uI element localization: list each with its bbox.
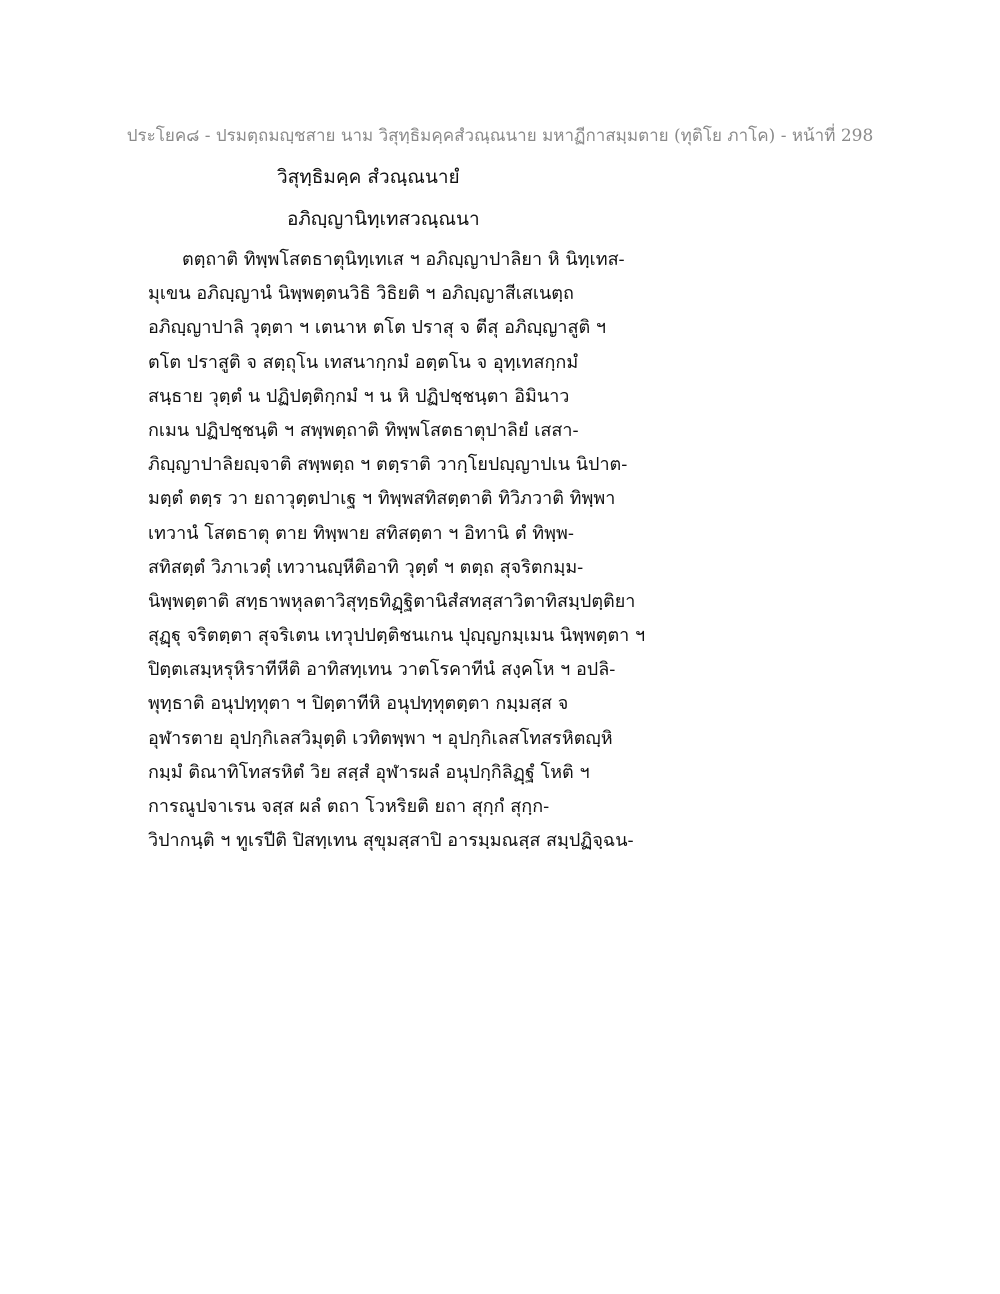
text-line: เทวานํ โสตธาตุ ตาย ทิพฺพาย สทิสตฺตา ฯ อิทานิ ตํ ทิพฺพ- bbox=[148, 522, 574, 544]
text-line: สทิสตฺตํ วิภาเวตุํ เทวานญฺหีติอาทิ วุตฺตํ ฯ ตตฺถ สุจริตกมฺม- bbox=[148, 556, 584, 578]
text-line: สุฏฺฐุ จริตตฺตา สุจริเตน เทวุปปตฺติชนเกน ปุญฺญกมฺเมน นิพฺพตฺตา ฯ bbox=[148, 625, 646, 647]
text-line: กเมน ปฏิปชฺชนฺติ ฯ สพฺพตฺถาติ ทิพฺพโสตธาตุปาลิยํ เสสา- bbox=[148, 419, 579, 441]
text-line: การณูปจาเรน จสฺส ผลํ ตถา โวหริยติ ยถา สุกฺกํ สุกฺก- bbox=[148, 796, 550, 817]
text-line: มตฺตํ ตตฺร วา ยถาวุตฺตปาเฐ ฯ ทิพฺพสทิสตฺตาติ ทิวิภวาติ ทิพฺพา bbox=[148, 488, 616, 510]
text-line: วิปากนฺติ ฯ ทูเรปีติ ปิสทฺเทน สุขุมสฺสาปิ อารมฺมณสฺส สมฺปฏิจฺฉน- bbox=[148, 830, 634, 852]
text-line: ภิญฺญาปาลิยญฺจาติ สพฺพตฺถ ฯ ตตฺราติ วากฺโยปญฺญาปเน นิปาต- bbox=[148, 454, 628, 476]
text-line: มุเขน อภิญฺญานํ นิพฺพตฺตนวิธิ วิธิยติ ฯ อภิญฺญาสีเสเนตฺถ bbox=[148, 283, 574, 305]
text-line: อภิญฺญาปาลิ วุตฺตา ฯ เตนาห ตโต ปราสุ จ ตีสุ อภิญฺญาสูติ ฯ bbox=[148, 317, 607, 339]
text-line: ปิตฺตเสมฺหรุหิราทีหีติ อาทิสทฺเทน วาตโรคาทีนํ สงฺคโห ฯ อปลิ- bbox=[148, 659, 616, 681]
text-line: สนฺธาย วุตฺตํ น ปฏิปตฺติกฺกมํ ฯ น หิ ปฏิปชฺชนฺตา อิมินาว bbox=[148, 385, 570, 407]
body-text bbox=[148, 243, 708, 858]
text-line: พุทฺธาติ อนุปทฺทุตา ฯ ปิตฺตาทีหิ อนุปทฺทุตตฺตา กมฺมสฺส จ bbox=[148, 693, 569, 715]
book-title: วิสุทฺธิมคฺค สํวณฺณนายํ bbox=[277, 166, 460, 188]
chapter-title: อภิญฺญานิทฺเทสวณฺณนา bbox=[287, 208, 480, 230]
page-header: ประโยค๘ - ปรมตฺถมญฺชสาย นาม วิสุทฺธิมคฺคสํวณฺณนาย มหาฏีกาสมฺมตาย (ทุติโย ภาโค) - หน้าที่ 298 bbox=[126, 126, 874, 146]
text-line: ตโต ปราสูติ จ สตฺถุโน เทสนากฺกมํ อตฺตโน จ อุทฺเทสกฺกมํ bbox=[148, 351, 579, 373]
text-line: กมฺมํ ติณาทิโทสรหิตํ วิย สสฺสํ อุฬารผลํ อนุปกฺกิลิฏฺฐํ โหติ ฯ bbox=[148, 761, 590, 783]
text-line: นิพฺพตฺตาติ สทฺธาพหุลตาวิสุทฺธทิฏฺฐิตานิสํสทสฺสาวิตาทิสมฺปตฺติยา bbox=[148, 590, 636, 612]
text-line: อุฬารตาย อุปกฺกิเลสวิมุตฺติ เวทิตพฺพา ฯ อุปกฺกิเลสโทสรหิตญฺหิ bbox=[148, 727, 613, 749]
text-line: ตตฺถาติ ทิพฺพโสตธาตุนิทฺเทเส ฯ อภิญฺญาปาลิยา หิ นิทฺเทส- bbox=[182, 249, 625, 270]
